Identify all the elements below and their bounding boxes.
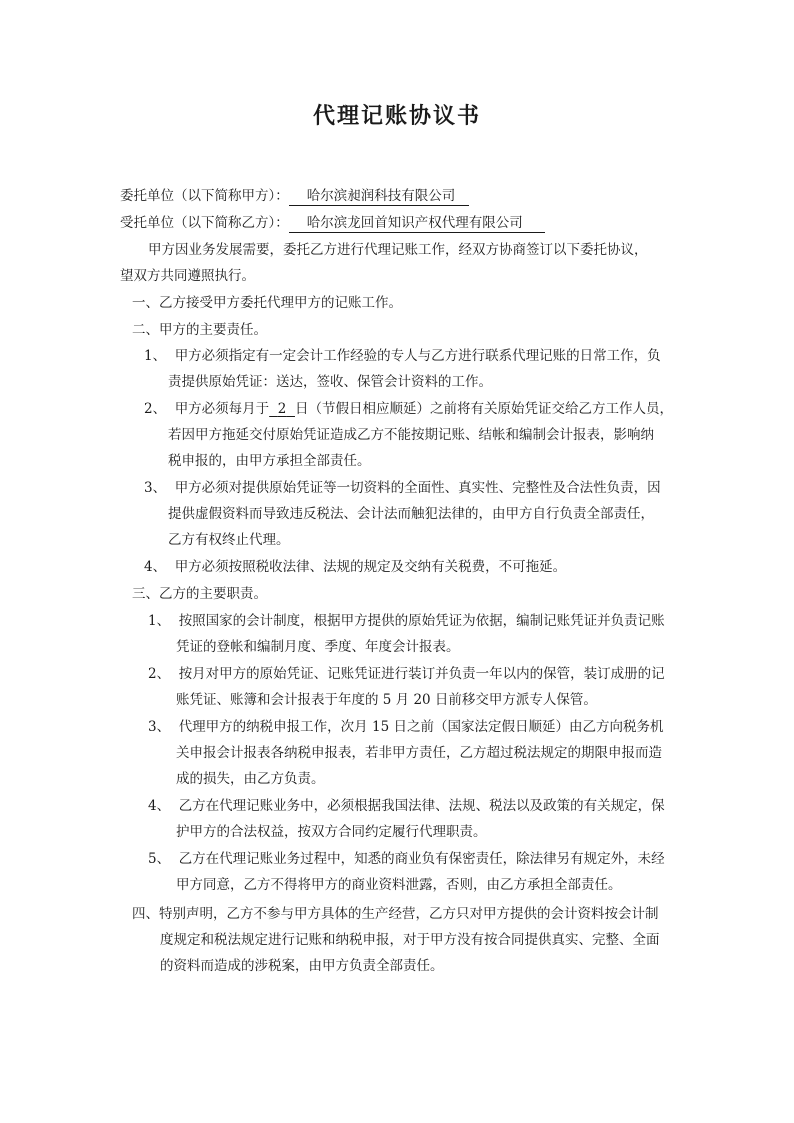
- s2-item-4-num: 4、: [144, 559, 167, 575]
- s2-item-1-line-2: 责提供原始凭证：送达，签收、保管会计资料的工作。: [168, 374, 492, 390]
- s3-item-2-num: 2、: [148, 666, 171, 682]
- s3-item-5: [148, 849, 665, 869]
- s3-item-4-num: 4、: [148, 798, 171, 814]
- s2-item-3-num: 3、: [144, 480, 167, 496]
- s3-item-3-line-2: 关申报会计报表各纳税申报表，若非甲方责任，乙方超过税法规定的期限申报而造: [176, 745, 662, 761]
- s3-item-2: [148, 664, 665, 684]
- s3-item-4-line-2: 护甲方的合法权益，按双方合同约定履行代理职责。: [176, 824, 487, 840]
- s2-item-3: [144, 478, 661, 498]
- s3-item-3-line-3: 成的损失，由乙方负责。: [176, 771, 325, 787]
- s3-item-4-line-1: 乙方在代理记账业务中，必须根据我国法律、法规、税法以及政策的有关规定，保: [178, 798, 665, 814]
- s2-item-2-pre: 甲方必须每月于: [174, 401, 270, 417]
- s3-item-5-line-2: 甲方同意，乙方不得将甲方的商业资料泄露，否则，由乙方承担全部责任。: [176, 877, 622, 893]
- party-b-label: 受托单位（以下简称乙方）：: [120, 215, 289, 231]
- section-4-line-2: 度规定和税法规定进行记账和纳税申报，对于甲方没有按合同提供真实、完整、全面: [160, 932, 660, 948]
- s3-item-2-line-2: 账凭证、账簿和会计报表于年度的 5 月 20 日前移交甲方派专人保管。: [176, 692, 597, 708]
- s2-item-1-line-1: 甲方必须指定有一定会计工作经验的专人与乙方进行联系代理记账的日常工作，负: [174, 348, 661, 364]
- s2-item-3-line-1: 甲方必须对提供原始凭证等一切资料的全面性、真实性、完整性及合法性负责，因: [174, 480, 661, 496]
- s3-item-2-line-1: 按月对甲方的原始凭证、记账凭证进行装订并负责一年以内的保管，装订成册的记: [178, 666, 665, 682]
- party-a-label: 委托单位（以下简称甲方）：: [120, 188, 289, 204]
- s3-item-1-num: 1、: [148, 613, 171, 629]
- s2-item-2-line-3: 税申报的，由甲方承担全部责任。: [168, 453, 371, 469]
- intro-line-1: 甲方因业务发展需要，委托乙方进行代理记账工作，经双方协商签订以下委托协议，: [148, 242, 648, 258]
- section-4-line-1: 四、特别声明，乙方不参与甲方具体的生产经营，乙方只对甲方提供的会计资料按会计制: [132, 906, 659, 922]
- s3-item-1-line-2: 凭证的登帐和编制月度、季度、年度会计报表。: [176, 639, 460, 655]
- s3-item-3: [148, 717, 663, 737]
- s3-item-1: [148, 611, 665, 631]
- party-b-value: 哈尔滨龙回首知识产权代理有限公司: [289, 215, 545, 233]
- s2-item-2-day-value: 2: [277, 401, 287, 417]
- s2-item-4: [144, 557, 566, 577]
- s2-item-1: [144, 346, 661, 366]
- s2-item-2-day: [269, 401, 295, 417]
- party-b-row: [120, 213, 545, 233]
- s2-item-4-line-1: 甲方必须按照税收法律、法规的规定及交纳有关税费，不可拖延。: [174, 559, 567, 575]
- document-title: 代理记账协议书: [312, 103, 481, 129]
- s3-item-5-line-1: 乙方在代理记账业务过程中，知悉的商业负有保密责任，除法律另有规定外，未经: [178, 851, 665, 867]
- s2-item-3-line-2: 提供虚假资料而导致违反税法、会计法而触犯法律的，由甲方自行负责全部责任，: [168, 506, 654, 522]
- s2-item-1-num: 1、: [144, 348, 167, 364]
- s2-item-3-line-3: 乙方有权终止代理。: [168, 532, 290, 548]
- s3-item-3-num: 3、: [148, 719, 171, 735]
- s2-item-2-line-2: 若因甲方拖延交付原始凭证造成乙方不能按期记账、结帐和编制会计报表，影响纳: [168, 427, 654, 443]
- section-2-heading: 二、甲方的主要责任。: [132, 322, 267, 338]
- s3-item-5-num: 5、: [148, 851, 171, 867]
- s3-item-3-line-1: 代理甲方的纳税申报工作，次月 15 日之前（国家法定假日顺延）由乙方向税务机: [178, 719, 664, 735]
- party-a-row: [120, 186, 469, 206]
- s3-item-4: [148, 796, 665, 816]
- section-4-line-3: 的资料而造成的涉税案，由甲方负责全部责任。: [160, 958, 444, 974]
- party-a-value: 哈尔滨昶润科技有限公司: [289, 188, 470, 206]
- section-3-heading: 三、乙方的主要职责。: [132, 586, 267, 602]
- intro-line-2: 望双方共同遵照执行。: [120, 268, 255, 284]
- s2-item-2-num: 2、: [144, 401, 167, 417]
- s2-item-2: [144, 399, 673, 419]
- section-1: 一、乙方接受甲方委托代理甲方的记账工作。: [132, 295, 402, 311]
- s3-item-1-line-1: 按照国家的会计制度，根据甲方提供的原始凭证为依据，编制记账凭证并负责记账: [178, 613, 665, 629]
- s2-item-2-post: 日（节假日相应顺延）之前将有关原始凭证交给乙方工作人员，: [294, 401, 673, 417]
